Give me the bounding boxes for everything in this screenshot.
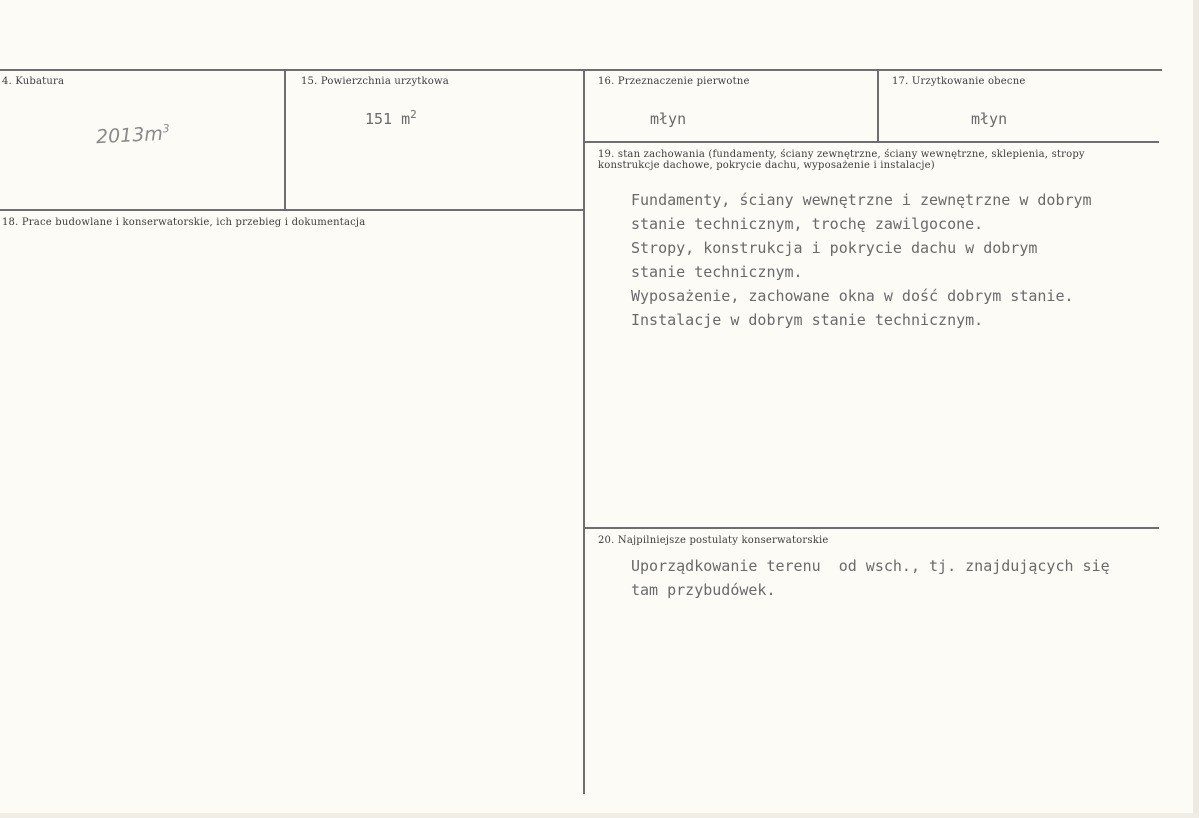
powierzchnia-number: 151 m (365, 110, 411, 128)
prace-label: 18. Prace budowlane i konserwatorskie, ich przebieg i dokumentacja (2, 217, 366, 228)
kubatura-unit-exp: 3 (162, 122, 170, 136)
powierzchnia-unit-exp: 2 (410, 108, 417, 121)
postulaty-label: 20. Najpilniejsze postulaty konserwatorskie (598, 535, 829, 546)
przeznaczenie-value: młyn (650, 110, 687, 128)
powierzchnia-value (365, 108, 417, 128)
divider-przeznaczenie-uzytkowanie (877, 70, 879, 142)
kubatura-value (95, 122, 170, 148)
scan-bottom-edge (0, 813, 1199, 818)
przeznaczenie-label: 16. Przeznaczenie pierwotne (598, 76, 750, 87)
uzytkowanie-label: 17. Urzytkowanie obecne (892, 76, 1026, 87)
scan-right-edge (1193, 0, 1199, 818)
stan-text: Fundamenty, ściany wewnętrzne i zewnętrzne w dobrym stanie technicznym, trochę zawilgocone. Stropy, konstrukcja i pokrycie dachu w dobrym stanie technicznym. Wyposażenie, zachowane okna w dość dobrym stanie. Instalacje w dobrym stanie technicznym. (631, 191, 1092, 329)
postulaty-text: Uporządkowanie terenu od wsch., tj. znajdujących się tam przybudówek. (631, 557, 1110, 599)
divider-left-right (583, 70, 585, 794)
top-rule (0, 69, 1162, 71)
uzytkowanie-value: młyn (971, 110, 1008, 128)
divider-kubatura-powierzchnia (284, 70, 286, 211)
rule-under-przeznaczenie (585, 141, 1159, 143)
kubatura-unit: m (143, 122, 164, 146)
rule-under-stan (585, 527, 1159, 529)
stan-label: 19. stan zachowania (fundamenty, ściany zewnętrzne, ściany wewnętrzne, sklepienia, stropy konstrukcje dachowe, pokrycie dachu, wyposażenie i instalacje) (598, 149, 1085, 171)
kubatura-label: 4. Kubatura (2, 76, 65, 87)
powierzchnia-label: 15. Powierzchnia urzytkowa (301, 76, 449, 87)
rule-under-kubatura (0, 209, 585, 211)
kubatura-number: 2013 (95, 123, 145, 149)
